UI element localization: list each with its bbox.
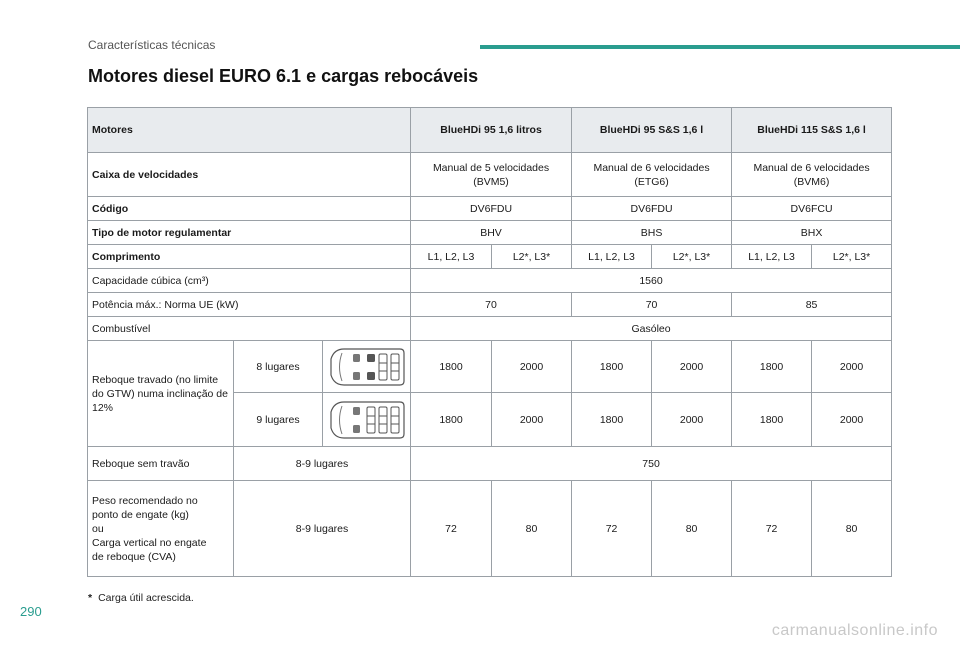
table-row-gearbox — [88, 153, 892, 197]
power-label: Potência máx.: Norma UE (kW) — [88, 293, 411, 317]
seats-9-label: 9 lugares — [234, 393, 323, 447]
noseweight-value: 80 — [652, 481, 732, 577]
footnote-mark: * — [88, 592, 93, 604]
footnote — [88, 592, 194, 604]
capacity-value: 1560 — [411, 269, 892, 293]
braked-8-value: 2000 — [492, 341, 572, 393]
length-value: L2*, L3* — [812, 245, 892, 269]
braked-trailer-label: Reboque travado (no limite do GTW) numa inclinação de 12% — [88, 341, 234, 447]
engine-spec-table — [87, 107, 892, 577]
header-engine-2: BlueHDi 95 S&S 1,6 l — [572, 108, 732, 153]
unbraked-label: Reboque sem travão — [88, 447, 234, 481]
braked-9-value: 1800 — [572, 393, 652, 447]
noseweight-value: 72 — [572, 481, 652, 577]
seats-8-label: 8 lugares — [234, 341, 323, 393]
table-row-braked-8 — [88, 341, 892, 393]
table-row-engine-type — [88, 221, 892, 245]
braked-8-value: 1800 — [411, 341, 492, 393]
engine-type-value: BHX — [732, 221, 892, 245]
code-value: DV6FCU — [732, 197, 892, 221]
gearbox-label: Caixa de velocidades — [88, 153, 411, 197]
braked-8-value: 2000 — [652, 341, 732, 393]
code-label: Código — [88, 197, 411, 221]
gearbox-value: Manual de 5 velocidades (BVM5) — [411, 153, 572, 197]
noseweight-label — [88, 481, 234, 577]
van-8-seats-icon — [323, 341, 411, 393]
table-row-code — [88, 197, 892, 221]
length-value: L2*, L3* — [492, 245, 572, 269]
section-label: Características técnicas — [88, 38, 216, 52]
capacity-label: Capacidade cúbica (cm³) — [88, 269, 411, 293]
watermark: carmanualsonline.info — [771, 622, 938, 639]
braked-9-value: 2000 — [812, 393, 892, 447]
footnote-text: Carga útil acrescida. — [98, 592, 194, 604]
noseweight-label-line: Peso recomendado no — [92, 494, 198, 507]
noseweight-label-line: Carga vertical no engate — [92, 536, 207, 549]
table-row-length — [88, 245, 892, 269]
noseweight-value: 72 — [411, 481, 492, 577]
length-value: L1, L2, L3 — [572, 245, 652, 269]
noseweight-label-line: ou — [92, 522, 104, 535]
table-row-power — [88, 293, 892, 317]
power-value: 85 — [732, 293, 892, 317]
noseweight-value: 80 — [812, 481, 892, 577]
table-row-fuel — [88, 317, 892, 341]
unbraked-seats: 8-9 lugares — [234, 447, 411, 481]
noseweight-label-line: de reboque (CVA) — [92, 550, 176, 563]
section-accent-bar — [480, 45, 960, 49]
gearbox-value: Manual de 6 velocidades (BVM6) — [732, 153, 892, 197]
header-engine-3: BlueHDi 115 S&S 1,6 l — [732, 108, 892, 153]
length-value: L1, L2, L3 — [411, 245, 492, 269]
code-value: DV6FDU — [572, 197, 732, 221]
braked-8-value: 1800 — [572, 341, 652, 393]
noseweight-seats: 8-9 lugares — [234, 481, 411, 577]
noseweight-value: 80 — [492, 481, 572, 577]
page-title: Motores diesel EURO 6.1 e cargas rebocáveis — [88, 66, 479, 86]
braked-8-value: 1800 — [732, 341, 812, 393]
braked-9-value: 1800 — [732, 393, 812, 447]
header-engines-label: Motores — [88, 108, 411, 153]
table-row-unbraked — [88, 447, 892, 481]
table-header-row — [88, 108, 892, 153]
engine-type-value: BHV — [411, 221, 572, 245]
power-value: 70 — [572, 293, 732, 317]
noseweight-label-line: ponto de engate (kg) — [92, 508, 189, 521]
table-row-noseweight — [88, 481, 892, 577]
fuel-label: Combustível — [88, 317, 411, 341]
fuel-value: Gasóleo — [411, 317, 892, 341]
page-number: 290 — [20, 604, 42, 619]
table-row-capacity — [88, 269, 892, 293]
braked-8-value: 2000 — [812, 341, 892, 393]
length-value: L1, L2, L3 — [732, 245, 812, 269]
unbraked-value: 750 — [411, 447, 892, 481]
noseweight-value: 72 — [732, 481, 812, 577]
length-value: L2*, L3* — [652, 245, 732, 269]
length-label: Comprimento — [88, 245, 411, 269]
braked-9-value: 2000 — [492, 393, 572, 447]
van-9-seats-icon — [323, 393, 411, 447]
power-value: 70 — [411, 293, 572, 317]
code-value: DV6FDU — [411, 197, 572, 221]
braked-9-value: 1800 — [411, 393, 492, 447]
header-engine-1: BlueHDi 95 1,6 litros — [411, 108, 572, 153]
braked-9-value: 2000 — [652, 393, 732, 447]
engine-type-label: Tipo de motor regulamentar — [88, 221, 411, 245]
gearbox-value: Manual de 6 velocidades (ETG6) — [572, 153, 732, 197]
engine-type-value: BHS — [572, 221, 732, 245]
